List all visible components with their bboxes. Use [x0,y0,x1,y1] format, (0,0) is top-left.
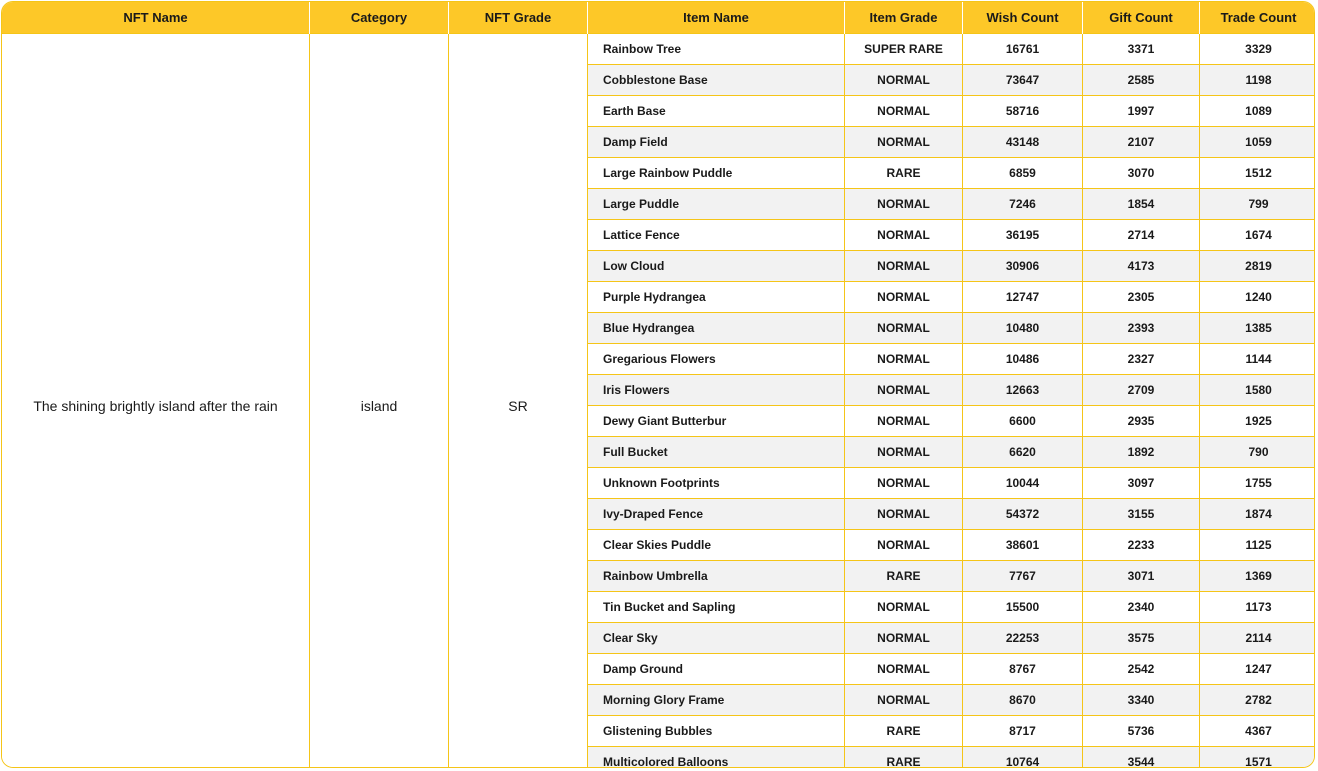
gift-count-cell: 2305 [1083,282,1200,313]
header-category[interactable]: Category [310,1,449,34]
trade-count-cell: 1247 [1200,654,1316,685]
wish-count-cell: 12747 [963,282,1083,313]
trade-count-cell: 1144 [1200,344,1316,375]
item-grade-cell: NORMAL [845,65,963,96]
item-grade-cell: NORMAL [845,530,963,561]
gift-count-cell: 3575 [1083,623,1200,654]
item-name-cell: Unknown Footprints [588,468,845,499]
item-name-cell: Multicolored Balloons [588,747,845,769]
item-name-cell: Rainbow Umbrella [588,561,845,592]
wish-count-cell: 73647 [963,65,1083,96]
item-name-cell: Glistening Bubbles [588,716,845,747]
item-name-cell: Purple Hydrangea [588,282,845,313]
gift-count-cell: 2935 [1083,406,1200,437]
nft-items-table-container [1,1,1315,768]
gift-count-cell: 1892 [1083,437,1200,468]
wish-count-cell: 8717 [963,716,1083,747]
gift-count-cell: 4173 [1083,251,1200,282]
wish-count-cell: 6600 [963,406,1083,437]
gift-count-cell: 3371 [1083,34,1200,65]
trade-count-cell: 2782 [1200,685,1316,716]
item-grade-cell: NORMAL [845,282,963,313]
wish-count-cell: 6859 [963,158,1083,189]
trade-count-cell: 4367 [1200,716,1316,747]
wish-count-cell: 8767 [963,654,1083,685]
item-grade-cell: NORMAL [845,344,963,375]
trade-count-cell: 1240 [1200,282,1316,313]
wish-count-cell: 10480 [963,313,1083,344]
item-name-cell: Clear Skies Puddle [588,530,845,561]
header-nft-grade[interactable]: NFT Grade [449,1,588,34]
trade-count-cell: 1571 [1200,747,1316,769]
wish-count-cell: 22253 [963,623,1083,654]
trade-count-cell: 1125 [1200,530,1316,561]
gift-count-cell: 1854 [1083,189,1200,220]
wish-count-cell: 30906 [963,251,1083,282]
gift-count-cell: 2393 [1083,313,1200,344]
item-grade-cell: NORMAL [845,654,963,685]
gift-count-cell: 3155 [1083,499,1200,530]
gift-count-cell: 2233 [1083,530,1200,561]
item-grade-cell: NORMAL [845,499,963,530]
trade-count-cell: 1512 [1200,158,1316,189]
gift-count-cell: 2327 [1083,344,1200,375]
item-grade-cell: RARE [845,716,963,747]
header-trade-count[interactable]: Trade Count [1200,1,1316,34]
item-name-cell: Low Cloud [588,251,845,282]
wish-count-cell: 6620 [963,437,1083,468]
item-grade-cell: NORMAL [845,96,963,127]
wish-count-cell: 10044 [963,468,1083,499]
gift-count-cell: 2714 [1083,220,1200,251]
header-wish-count[interactable]: Wish Count [963,1,1083,34]
item-grade-cell: NORMAL [845,127,963,158]
gift-count-cell: 2107 [1083,127,1200,158]
item-grade-cell: NORMAL [845,313,963,344]
category-cell: island [310,34,449,769]
trade-count-cell: 2819 [1200,251,1316,282]
gift-count-cell: 1997 [1083,96,1200,127]
item-grade-cell: NORMAL [845,468,963,499]
wish-count-cell: 8670 [963,685,1083,716]
item-name-cell: Ivy-Draped Fence [588,499,845,530]
wish-count-cell: 54372 [963,499,1083,530]
gift-count-cell: 3070 [1083,158,1200,189]
nft-items-table [1,1,1315,768]
trade-count-cell: 1755 [1200,468,1316,499]
item-name-cell: Morning Glory Frame [588,685,845,716]
item-name-cell: Large Puddle [588,189,845,220]
trade-count-cell: 1925 [1200,406,1316,437]
item-grade-cell: RARE [845,158,963,189]
trade-count-cell: 1385 [1200,313,1316,344]
item-name-cell: Cobblestone Base [588,65,845,96]
item-name-cell: Dewy Giant Butterbur [588,406,845,437]
item-name-cell: Blue Hydrangea [588,313,845,344]
wish-count-cell: 7246 [963,189,1083,220]
item-name-cell: Earth Base [588,96,845,127]
wish-count-cell: 36195 [963,220,1083,251]
wish-count-cell: 58716 [963,96,1083,127]
header-nft-name[interactable]: NFT Name [2,1,310,34]
wish-count-cell: 10764 [963,747,1083,769]
item-name-cell: Full Bucket [588,437,845,468]
header-gift-count[interactable]: Gift Count [1083,1,1200,34]
item-grade-cell: NORMAL [845,623,963,654]
wish-count-cell: 10486 [963,344,1083,375]
gift-count-cell: 2340 [1083,592,1200,623]
item-grade-cell: SUPER RARE [845,34,963,65]
item-name-cell: Gregarious Flowers [588,344,845,375]
item-grade-cell: NORMAL [845,437,963,468]
item-name-cell: Damp Field [588,127,845,158]
trade-count-cell: 790 [1200,437,1316,468]
gift-count-cell: 3340 [1083,685,1200,716]
trade-count-cell: 799 [1200,189,1316,220]
item-name-cell: Iris Flowers [588,375,845,406]
gift-count-cell: 2709 [1083,375,1200,406]
gift-count-cell: 2585 [1083,65,1200,96]
header-row [2,1,1316,34]
gift-count-cell: 3071 [1083,561,1200,592]
trade-count-cell: 1198 [1200,65,1316,96]
item-grade-cell: NORMAL [845,592,963,623]
item-grade-cell: NORMAL [845,406,963,437]
wish-count-cell: 7767 [963,561,1083,592]
gift-count-cell: 2542 [1083,654,1200,685]
gift-count-cell: 3544 [1083,747,1200,769]
trade-count-cell: 1059 [1200,127,1316,158]
trade-count-cell: 1674 [1200,220,1316,251]
item-grade-cell: RARE [845,747,963,769]
trade-count-cell: 1089 [1200,96,1316,127]
header-item-grade[interactable]: Item Grade [845,1,963,34]
wish-count-cell: 12663 [963,375,1083,406]
item-grade-cell: NORMAL [845,189,963,220]
item-grade-cell: NORMAL [845,375,963,406]
trade-count-cell: 2114 [1200,623,1316,654]
item-name-cell: Large Rainbow Puddle [588,158,845,189]
wish-count-cell: 43148 [963,127,1083,158]
gift-count-cell: 3097 [1083,468,1200,499]
item-name-cell: Lattice Fence [588,220,845,251]
item-name-cell: Damp Ground [588,654,845,685]
trade-count-cell: 3329 [1200,34,1316,65]
wish-count-cell: 15500 [963,592,1083,623]
wish-count-cell: 16761 [963,34,1083,65]
item-name-cell: Tin Bucket and Sapling [588,592,845,623]
wish-count-cell: 38601 [963,530,1083,561]
trade-count-cell: 1173 [1200,592,1316,623]
trade-count-cell: 1874 [1200,499,1316,530]
item-grade-cell: NORMAL [845,251,963,282]
table-body [2,34,1316,769]
item-name-cell: Clear Sky [588,623,845,654]
header-item-name[interactable]: Item Name [588,1,845,34]
item-grade-cell: NORMAL [845,685,963,716]
nft-grade-cell: SR [449,34,588,769]
gift-count-cell: 5736 [1083,716,1200,747]
trade-count-cell: 1369 [1200,561,1316,592]
nft-name-cell: The shining brightly island after the rain [2,34,310,769]
item-name-cell: Rainbow Tree [588,34,845,65]
table-row [2,34,1316,65]
trade-count-cell: 1580 [1200,375,1316,406]
item-grade-cell: RARE [845,561,963,592]
item-grade-cell: NORMAL [845,220,963,251]
